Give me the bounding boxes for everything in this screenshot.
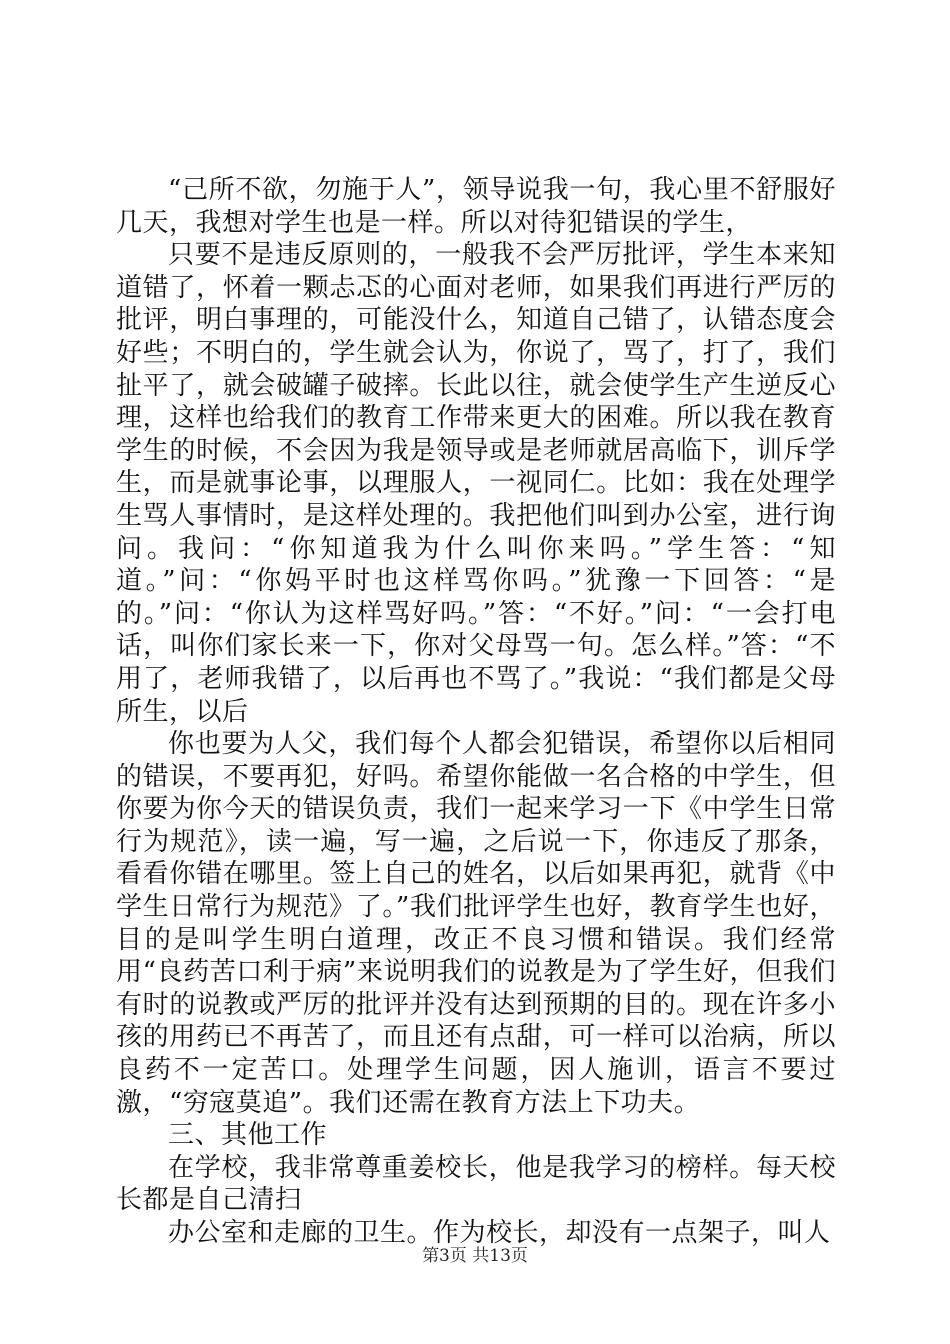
paragraph-2: 只要不是违反原则的，一般我不会严厉批评，学生本来知道错了，怀着一颗忐忑的心面对老师，如果我们再进行严厉的批评，明白事理的，可能没什么，知道自己错了，认错态度会好些；不明白的，学生就会认为，你说了，骂了，打了，我们扯平了，就会破罐子破摔。长此以往，就会使学生产生逆反心理，这样也给我们的教育工作带来更大的困难。所以我在教育学生的时候，不会因为我是领导或是老师就居高临下，训斥学生，而是就事论事，以理服人，一视同仁。比如：我在处理学生骂人事情时，是这样处理的。我把他们叫到办公室，进行询问。我问：“你知道我为什么叫你来吗。”学生答：“知道。”问：“你妈平时也这样骂你吗。”犹豫一下回答：“是的。”问：“你认为这样骂好吗。”答：“不好。”问：“一会打电话，叫你们家长来一下，你对父母骂一句。怎么样。”答：“不用了，老师我错了，以后再也不骂了。”我说：“我们都是父母所生，以后: [116, 240, 836, 727]
paragraph-3: 你也要为人父，我们每个人都会犯错误，希望你以后相同的错误，不要再犯，好吗。希望你能做一名合格的中学生，但你要为你今天的错误负责，我们一起来学习一下《中学生日常行为规范》，读一遍，写一遍，之后说一下，你违反了那条，看看你错在哪里。签上自己的姓名，以后如果再犯，就背《中学生日常行为规范》了。”我们批评学生也好，教育学生也好，目的是叫学生明白道理，改正不良习惯和错误。我们经常用“良药苦口利于病”来说明我们的说教是为了学生好，但我们有时的说教或严厉的批评并没有达到预期的目的。现在许多小孩的用药已不再苦了，而且还有点甜，可一样可以治病，所以良药不一定苦口。处理学生问题，因人施训，语言不要过激，“穷寇莫追”。我们还需在教育方法上下功夫。: [116, 729, 836, 1118]
paragraph-4: 在学校，我非常尊重姜校长，他是我学习的榜样。每天校长都是自己清扫: [116, 1152, 836, 1216]
paragraph-1: “己所不欲，勿施于人”，领导说我一句，我心里不舒服好几天，我想对学生也是一样。所以对待犯错误的学生，: [116, 175, 836, 238]
page-number-footer: 第3页 共13页: [422, 1246, 528, 1266]
document-body: [116, 174, 836, 1250]
section-heading: 三、其他工作: [168, 1120, 328, 1151]
paragraph-5: 办公室和走廊的卫生。作为校长，却没有一点架子，叫人: [168, 1218, 831, 1248]
